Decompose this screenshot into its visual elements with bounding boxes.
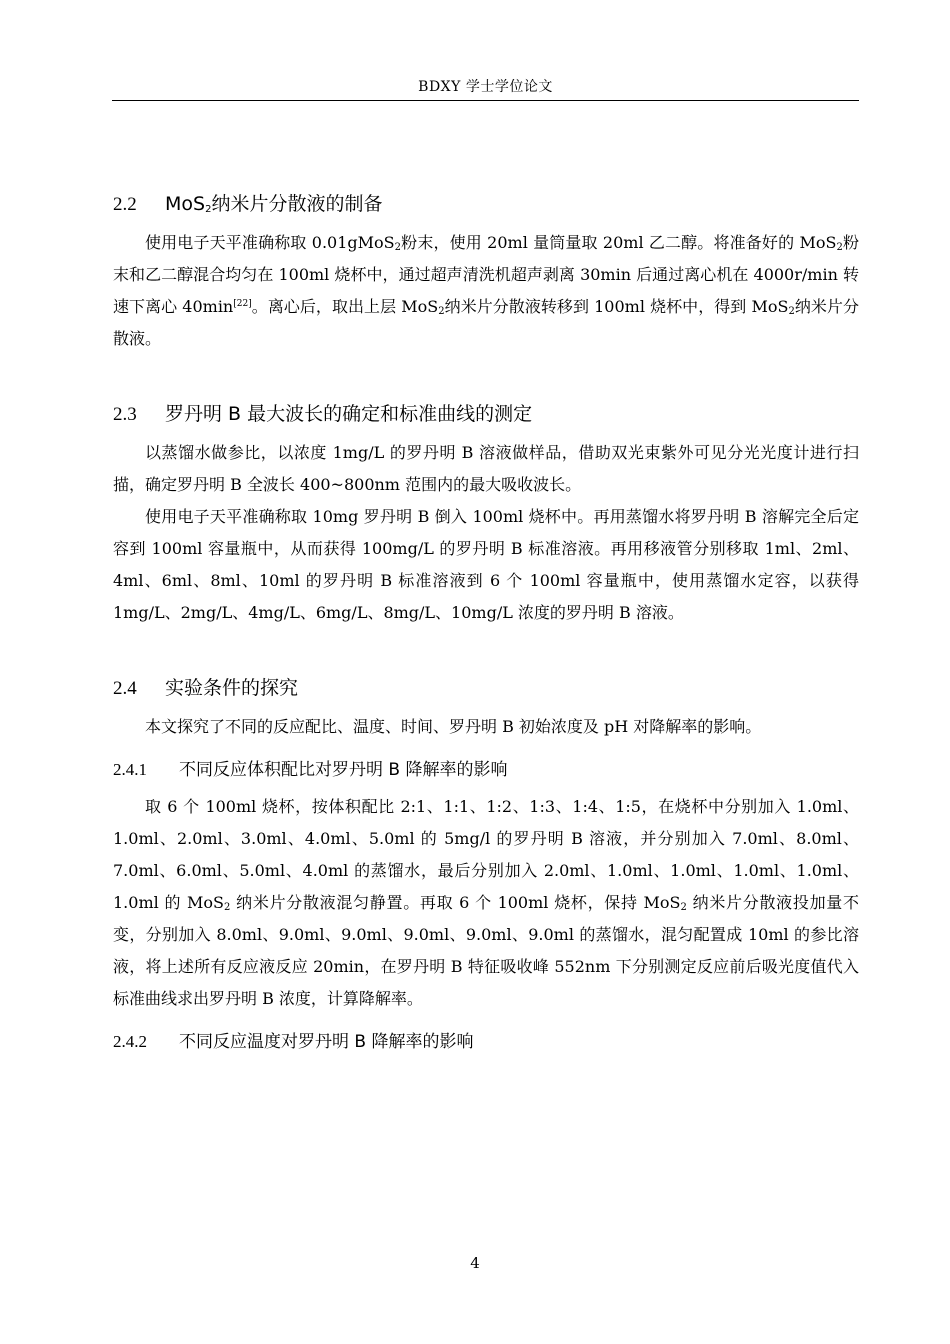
subsection-number: 2.4.2	[113, 1032, 147, 1051]
section-title-part: MoS	[165, 193, 206, 215]
page-number: 4	[470, 1254, 480, 1272]
subscript: 2	[438, 306, 445, 317]
text-run: 纳米片分散液转移到 100ml 烧杯中，得到 MoS	[444, 297, 789, 316]
text-run: 使用电子天平准确称取 0.01gMoS	[145, 233, 395, 252]
subscript: 2	[224, 902, 231, 913]
text-run: 粉末，使用 20ml 量筒量取 20ml 乙二醇。将准备好的 MoS	[401, 233, 837, 252]
text-run: 取 6 个 100ml 烧杯，按体积配比 2:1、1:1、1:2、1:3、1:4、1:5，在烧杯中分别加入 1.0ml、1.0ml、2.0ml、3.0ml、4.0ml、5.0ml 的 5mg/l 的罗丹明 B 溶液，并分别加入 7.0ml、8.0ml、7.0ml、6.0ml、5.0ml、4.0ml 的蒸馏水，最后分别加入 2.0ml、1.0ml、1.0ml、1.0ml、1.0ml、1.0ml 的 MoS	[113, 797, 859, 912]
section-title-part: 纳米片分散液的制备	[211, 193, 383, 215]
text-run: 粉末和乙二醇混合均匀在 100ml 烧杯中，通过超声清洗机超声剥离 30min 后通过离心机在 4000r/min 转速下离心 40min	[113, 233, 859, 316]
subscript: 2	[836, 242, 843, 253]
subsection-heading-2-4-2	[113, 1029, 859, 1055]
paragraph	[113, 791, 859, 1015]
subsection-heading-2-4-1	[113, 757, 859, 783]
page-header	[112, 74, 859, 101]
subsection-number: 2.4.1	[113, 760, 147, 779]
subscript: 2	[394, 242, 402, 253]
section-number: 2.2	[113, 194, 137, 215]
citation-ref: [22]	[233, 299, 252, 309]
section-title: 实验条件的探究	[165, 677, 299, 699]
subsection-title: 不同反应体积配比对罗丹明 B 降解率的影响	[179, 760, 508, 780]
paragraph: 以蒸馏水做参比，以浓度 1mg/L 的罗丹明 B 溶液做样品，借助双光束紫外可见分光光度计进行扫描，确定罗丹明 B 全波长 400~800nm 范围内的最大吸收波长。	[113, 443, 859, 494]
section-number: 2.3	[113, 404, 137, 425]
section-number: 2.4	[113, 678, 137, 699]
section-heading-2-3	[113, 400, 859, 429]
section-heading-2-2	[113, 190, 859, 219]
subsection-title: 不同反应温度对罗丹明 B 降解率的影响	[179, 1032, 474, 1052]
paragraph	[113, 227, 859, 355]
text-run: 。离心后，取出上层 MoS	[251, 297, 439, 316]
header-title: BDXY 学士学位论文	[418, 79, 553, 95]
subscript: 2	[680, 902, 687, 913]
subscript: 2	[205, 204, 212, 215]
section-heading-2-4	[113, 674, 859, 703]
text-run: 纳米片分散液投加量不变，分别加入 8.0ml、9.0ml、9.0ml、9.0ml、9.0ml、9.0ml 的蒸馏水，混匀配置成 10ml 的参比溶液，将上述所有反应液反应 20min，在罗丹明 B 特征吸收峰 552nm 下分别测定反应前后吸光度值代入标准曲线求出罗丹明 B 浓度，计算降解率。	[113, 893, 859, 1008]
section-title: 罗丹明 B 最大波长的确定和标准曲线的测定	[165, 403, 533, 425]
text-run: 纳米片分散液。	[113, 297, 859, 348]
text-run: 纳米片分散液混匀静置。再取 6 个 100ml 烧杯，保持 MoS	[230, 893, 681, 912]
paragraph: 本文探究了不同的反应配比、温度、时间、罗丹明 B 初始浓度及 pH 对降解率的影响。	[145, 717, 762, 736]
subscript: 2	[788, 306, 795, 317]
paragraph: 使用电子天平准确称取 10mg 罗丹明 B 倒入 100ml 烧杯中。再用蒸馏水将罗丹明 B 溶解完全后定容到 100ml 容量瓶中，从而获得 100mg/L 的罗丹明 B 标准溶液。再用移液管分别移取 1ml、2ml、4ml、6ml、8ml、10ml 的罗丹明 B 标准溶液到 6 个 100ml 容量瓶中，使用蒸馏水定容，以获得 1mg/L、2mg/L、4mg/L、6mg/L、8mg/L、10mg/L 浓度的罗丹明 B 溶液。	[113, 507, 859, 622]
document-body	[113, 190, 859, 1055]
